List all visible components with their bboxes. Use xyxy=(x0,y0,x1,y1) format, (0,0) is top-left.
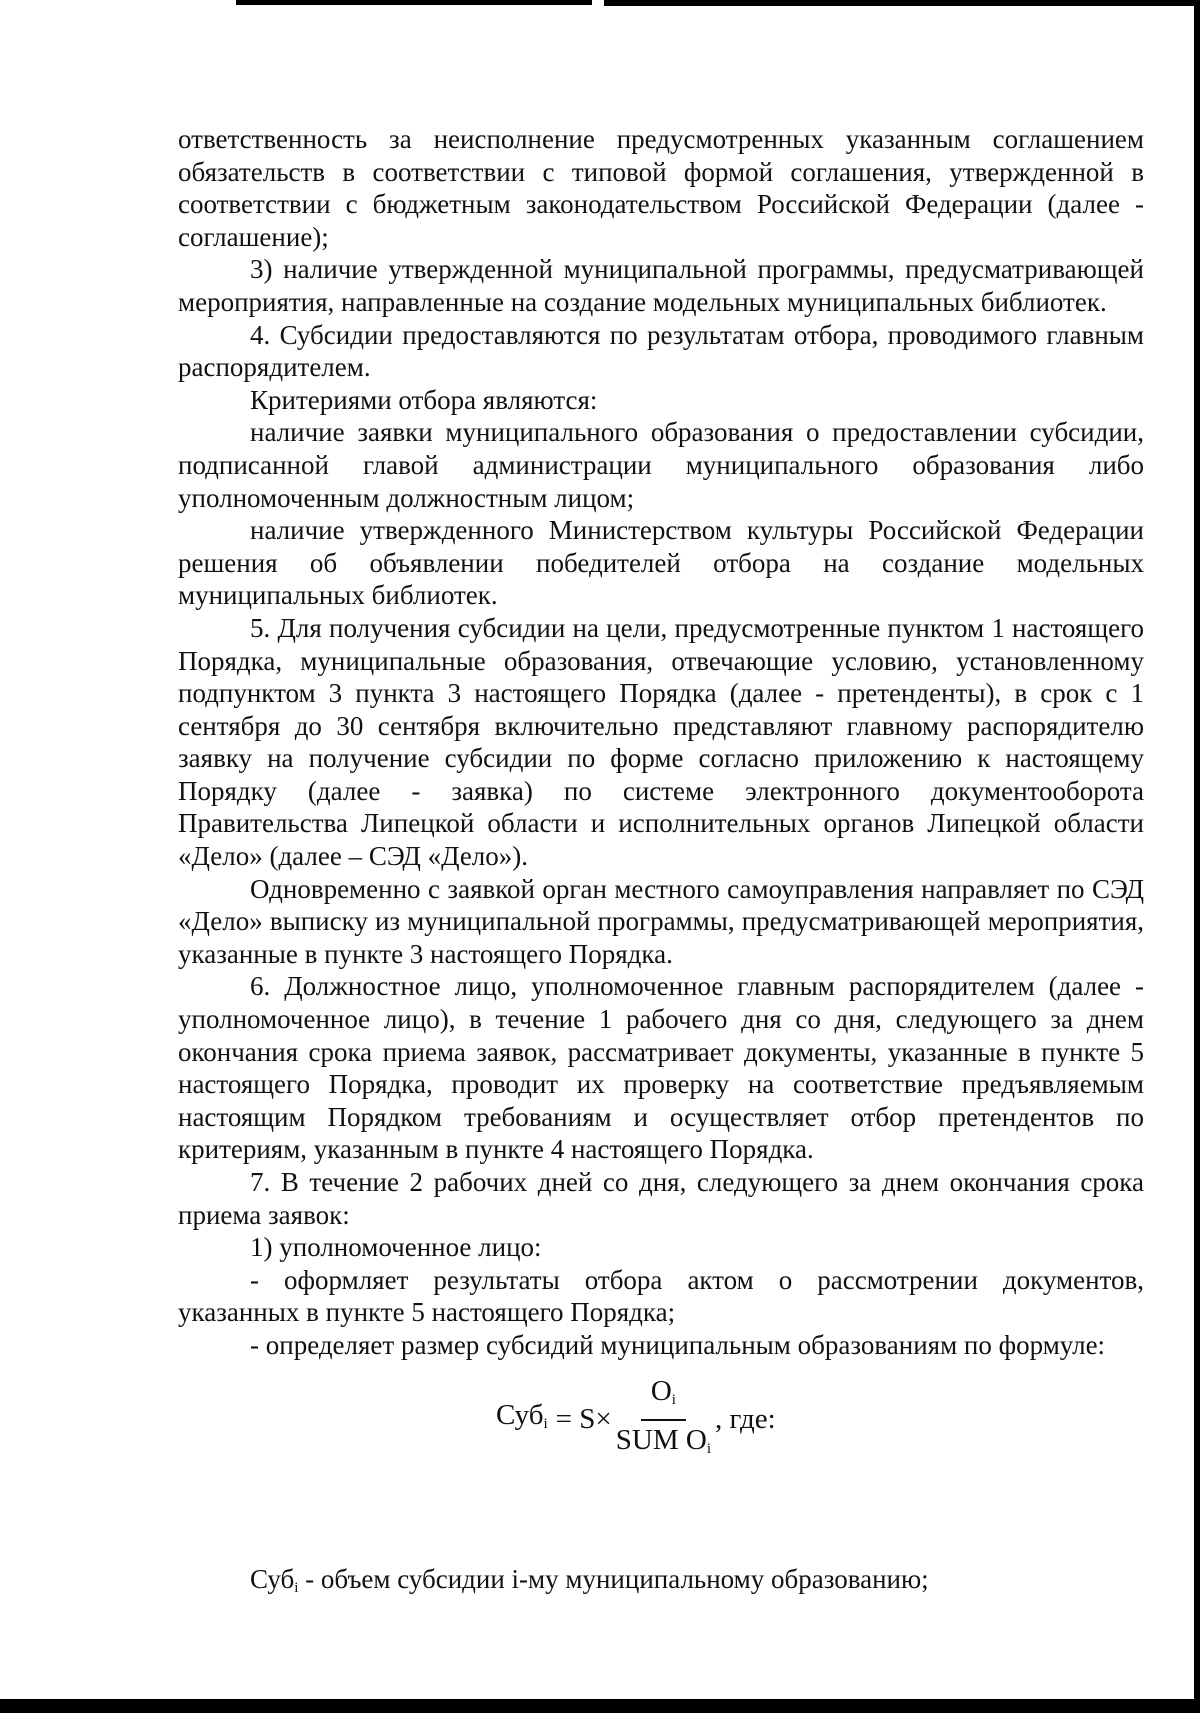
formula-lhs: Суб$_i$ xyxy=(496,1398,548,1432)
paragraph-criterion-ministry-decision: наличие утвержденного Министерством культуры Российской Федерации решения об объявлении победителей отбора на создание модельных муниципальных библиотек. xyxy=(178,515,1144,611)
scan-edge-bottom xyxy=(0,1699,1200,1713)
scan-edge-top-right xyxy=(604,0,1200,6)
scan-edge-top-left xyxy=(236,0,592,5)
paragraph-formula-intro: - определяет размер субсидий муниципальным образованиям по формуле: xyxy=(250,1329,1106,1360)
paragraph-clause-4: 4. Субсидии предоставляются по результатам отбора, проводимого главным распорядителем. xyxy=(178,319,1144,383)
paragraph-criterion-application: наличие заявки муниципального образования о предоставлении субсидии, подписанной главой администрации муниципального образования либо уполномоченным должностным лицом; xyxy=(178,417,1144,513)
formula-numerator: $O_i$ xyxy=(641,1374,686,1421)
formula-suffix: , где: xyxy=(715,1403,776,1436)
paragraph-clause-6: 6. Должностное лицо, уполномоченное главным распорядителем (далее - уполномоченное лицо), в течение 1 рабочего дня со дня, следующего за днем окончания срока приема заявок, рассматривает документы, указанные в пункте 5 настоящего Порядка, проводит их проверку на соответствие предъявляемым настоящим Порядком требованиям и осуществляет отбор претендентов по критериям, указанным в пункте 4 настоящего Порядка. xyxy=(178,971,1144,1165)
paragraph-act-of-review: - оформляет результаты отбора актом о рассмотрении документов, указанных в пункте 5 настоящего Порядка; xyxy=(178,1264,1144,1328)
paragraph-program-extract: Одновременно с заявкой орган местного самоуправления направляет по СЭД «Дело» выписку из муниципальной программы, предусматривающей мероприятия, указанные в пункте 3 настоящего Порядка. xyxy=(178,873,1144,969)
formula-equals-s: = S× xyxy=(555,1403,612,1436)
paragraph-criteria-heading: Критериями отбора являются: xyxy=(250,384,598,415)
paragraph-subitem-1: 1) уполномоченное лицо: xyxy=(250,1232,542,1263)
paragraph-clause-7: 7. В течение 2 рабочих дней со дня, следующего за днем окончания срока приема заявок: xyxy=(178,1167,1144,1230)
paragraph-clause-5: 5. Для получения субсидии на цели, предусмотренные пунктом 1 настоящего Порядка, муниципальные образования, отвечающие условию, установленному подпунктом 3 пункта 3 настоящего Порядка (далее - претенденты), в срок с 1 сентября до 30 сентября включительно представляют главному распорядителю заявку на получение субсидии по форме согласно приложению к настоящему Порядку (далее - заявка) по системе электронного документооборота Правительства Липецкой области и исполнительных органов Липецкой области «Дело» (далее – СЭД «Дело»). xyxy=(178,612,1144,872)
document-body xyxy=(178,123,1144,1476)
subsidy-formula xyxy=(178,1364,1144,1474)
paragraph-agreement-liability: ответственность за неисполнение предусмотренных указанным соглашением обязательств в соответствии с типовой формой соглашения, утвержденной в соответствии с бюджетным законодательством Российской Федерации (далее - соглашение); xyxy=(178,124,1144,252)
paragraph-item-3: 3) наличие утвержденной муниципальной программы, предусматривающей мероприятия, направленные на создание модельных муниципальных библиотек. xyxy=(178,254,1144,317)
formula-denominator: SUM $O_i$ xyxy=(615,1423,711,1457)
definition-sub-i: Суб$_i$ - объем субсидии i-му муниципальному образованию; xyxy=(250,1564,929,1596)
scan-edge-right xyxy=(1194,0,1200,1713)
formula-fraction xyxy=(616,1374,711,1466)
